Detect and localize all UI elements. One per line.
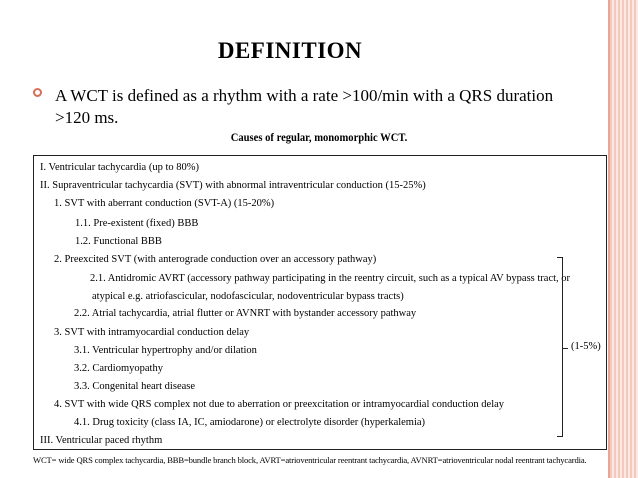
table-row: 1. SVT with aberrant conduction (SVT-A) (15-20%) [54,198,275,209]
table-row: 4.1. Drug toxicity (class IA, IC, amiodarone) or electrolyte disorder (hyperkalemia) [74,417,426,428]
table-footnote: WCT= wide QRS complex tachycardia, BBB=bundle branch block, AVRT=atrioventricular reentrant tachycardia, AVNRT=atrioventricular nodal reentrant tachycardia. [33,455,587,465]
circle-bullet-icon [33,88,42,97]
table-row: 3.1. Ventricular hypertrophy and/or dilation [74,345,257,356]
causes-table [33,155,607,450]
group-bracket-tick [562,348,568,349]
table-row: I. Ventricular tachycardia (up to 80%) [40,162,199,173]
table-title: Causes of regular, monomorphic WCT. [230,132,408,144]
bullet-text: A WCT is defined as a rhythm with a rate >100/min with a QRS duration >120 ms. [55,86,554,127]
table-row: 2. Preexcited SVT (with anterograde conduction over an accessory pathway) [54,254,377,265]
table-row: 2.2. Atrial tachycardia, atrial flutter or AVNRT with bystander accessory pathway [74,308,417,319]
table-row: atypical e.g. atriofascicular, nodofascicular, nodoventricular bypass tracts) [92,291,404,302]
bracket-label: (1-5%) [571,341,601,352]
decorative-stripe [610,0,638,478]
table-row: II. Supraventricular tachycardia (SVT) with abnormal intraventricular conduction (15-25%) [40,180,426,191]
table-row: 3.2. Cardiomyopathy [74,363,163,374]
decorative-stripe-edge [608,0,610,478]
table-row: 4. SVT with wide QRS complex not due to aberration or preexcitation or intramyocardial conduction delay [54,399,505,410]
slide-title: DEFINITION [217,38,363,63]
table-row: 1.2. Functional BBB [75,236,162,247]
table-row: III. Ventricular paced rhythm [40,435,163,446]
table-row: 3. SVT with intramyocardial conduction delay [54,327,250,338]
table-row: 3.3. Congenital heart disease [74,381,196,392]
table-row: 1.1. Pre-existent (fixed) BBB [75,218,199,229]
group-bracket [557,257,563,437]
table-row: 2.1. Antidromic AVRT (accessory pathway participating in the reentry circuit, such as a typical AV bypass tract, or [90,273,571,284]
